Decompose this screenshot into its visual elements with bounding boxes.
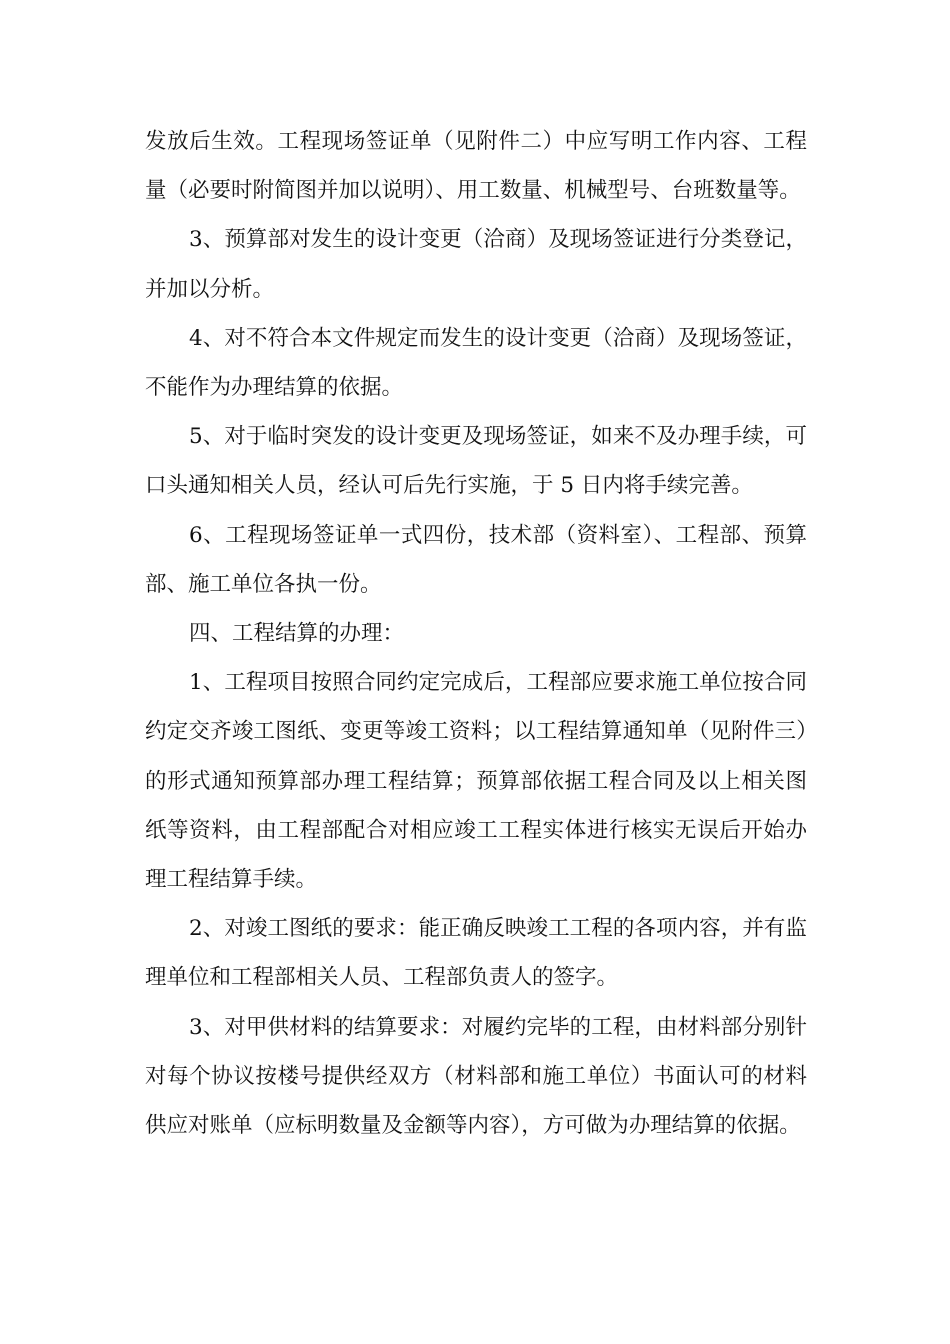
paragraph-item-5: 5、对于临时突发的设计变更及现场签证，如来不及办理手续，可口头通知相关人员，经认可后先行实施，于 5 日内将手续完善。 (145, 424, 807, 499)
document-body (145, 117, 807, 1150)
paragraph-continuation: 发放后生效。工程现场签证单（见附件二）中应写明工作内容、工程量（必要时附简图并加以说明）、用工数量、机械型号、台班数量等。 (145, 129, 807, 204)
paragraph-item-6: 6、工程现场签证单一式四份，技术部（资料室）、工程部、预算部、施工单位各执一份。 (145, 522, 807, 597)
paragraph-item-4: 4、对不符合本文件规定而发生的设计变更（洽商）及现场签证，不能作为办理结算的依据。 (145, 325, 807, 401)
section-heading-4: 四、工程结算的办理： (189, 621, 405, 647)
paragraph-item-3: 3、预算部对发生的设计变更（洽商）及现场签证进行分类登记，并加以分析。 (145, 227, 807, 302)
paragraph-settlement-2: 2、对竣工图纸的要求：能正确反映竣工工程的各项内容，并有监理单位和工程部相关人员、工程部负责人的签字。 (145, 916, 807, 991)
paragraph-settlement-3: 3、对甲供材料的结算要求：对履约完毕的工程，由材料部分别针对每个协议按楼号提供经双方（材料部和施工单位）书面认可的材料供应对账单（应标明数量及金额等内容），方可做为办理结算的依据。 (145, 1014, 807, 1139)
paragraph-settlement-1: 1、工程项目按照合同约定完成后，工程部应要求施工单位按合同约定交齐竣工图纸、变更等竣工资料；以工程结算通知单（见附件三）的形式通知预算部办理工程结算；预算部依据工程合同及以上相关图纸等资料，由工程部配合对相应竣工工程实体进行核实无误后开始办理工程结算手续。 (145, 670, 807, 893)
